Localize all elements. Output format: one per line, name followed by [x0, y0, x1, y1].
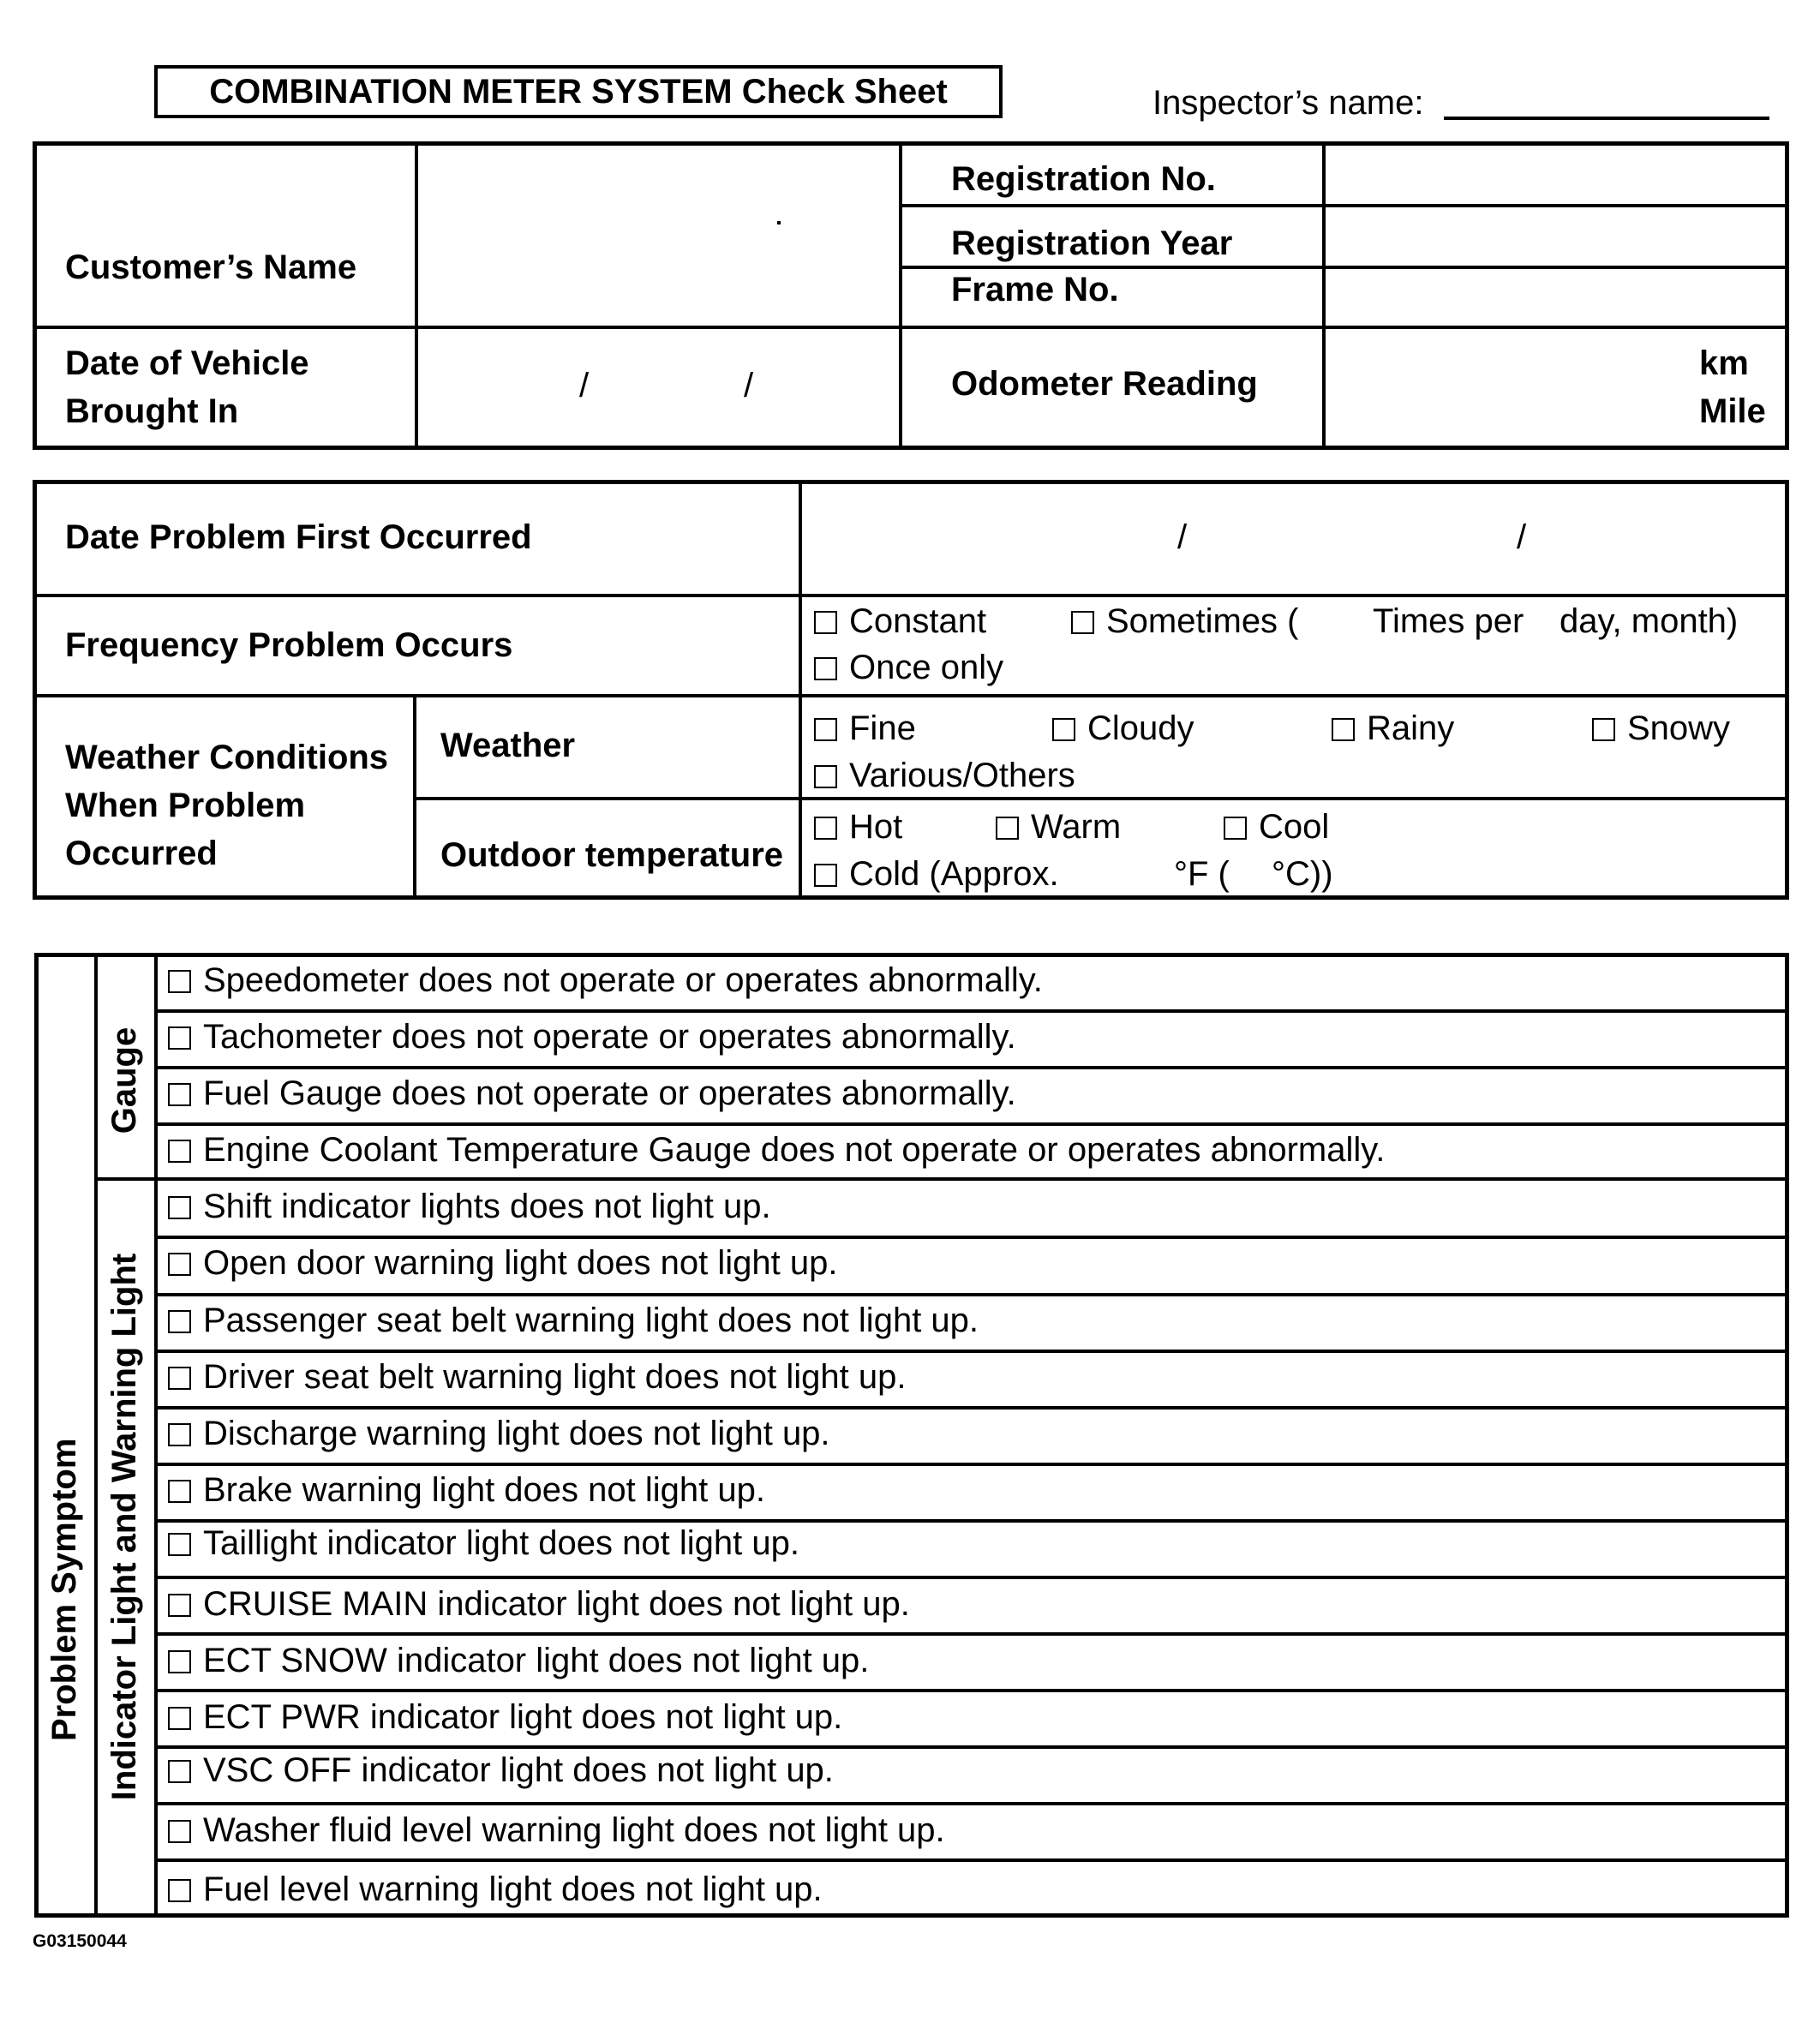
- checkbox[interactable]: [168, 1707, 191, 1730]
- indicator-warning-light-label: Indicator Light and Warning Light: [105, 1253, 143, 1801]
- checkbox[interactable]: [168, 1310, 191, 1333]
- freq-day-month-text: day, month): [1560, 602, 1739, 640]
- checkbox[interactable]: [168, 1140, 191, 1163]
- weather-conditions-label: Weather Conditions: [65, 739, 389, 776]
- date-separator: /: [1517, 518, 1527, 556]
- symptom-cruise-main[interactable]: [168, 1587, 910, 1621]
- temp-cold-text: Cold (Approx.: [849, 855, 1059, 893]
- frame-no-field[interactable]: [1326, 269, 1785, 326]
- symptom-text: ECT SNOW indicator light does not light up.: [203, 1642, 870, 1679]
- checkbox[interactable]: [814, 611, 837, 634]
- symptom-fuel-gauge[interactable]: [168, 1076, 1016, 1110]
- divider: [154, 1236, 1789, 1239]
- weather-conditions-label-line3: Occurred: [65, 835, 218, 872]
- inspector-name-field[interactable]: [1444, 117, 1769, 120]
- symptom-text: Shift indicator lights does not light up.: [203, 1188, 771, 1225]
- symptom-text: Taillight indicator light does not light up.: [203, 1524, 799, 1562]
- date-first-occurred-field[interactable]: [802, 483, 1785, 594]
- freq-once-text: Once only: [849, 649, 1004, 686]
- date-brought-field[interactable]: [418, 329, 899, 446]
- checkbox[interactable]: [814, 864, 837, 887]
- symptom-text: Washer fluid level warning light does not light up.: [203, 1811, 945, 1849]
- checkbox[interactable]: [168, 970, 191, 993]
- checkbox[interactable]: [1332, 718, 1355, 741]
- date-brought-label: Date of Vehicle: [65, 344, 309, 382]
- symptom-washer-fluid[interactable]: [168, 1813, 945, 1847]
- date-separator: /: [1177, 518, 1188, 556]
- frame-no-label: Frame No.: [951, 271, 1119, 308]
- freq-sometimes-option[interactable]: [1071, 604, 1299, 638]
- symptom-ect-pwr[interactable]: [168, 1700, 842, 1734]
- registration-no-field[interactable]: [1326, 145, 1785, 204]
- symptom-text: Brake warning light does not light up.: [203, 1471, 765, 1509]
- checkbox[interactable]: [168, 1760, 191, 1783]
- checkbox[interactable]: [168, 1196, 191, 1219]
- symptom-text: Driver seat belt warning light does not light up.: [203, 1358, 907, 1396]
- symptom-text: Passenger seat belt warning light does not light up.: [203, 1302, 979, 1339]
- temp-hot-option[interactable]: [814, 810, 902, 844]
- symptom-text: Speedometer does not operate or operates abnormally.: [203, 961, 1043, 999]
- temp-cool-text: Cool: [1259, 808, 1330, 846]
- symptom-taillight[interactable]: [168, 1526, 799, 1560]
- checkbox[interactable]: [1071, 611, 1094, 634]
- checkbox[interactable]: [168, 1879, 191, 1902]
- freq-sometimes-text: Sometimes (: [1106, 602, 1299, 640]
- figure-code: G03150044: [33, 1931, 127, 1951]
- symptom-text: VSC OFF indicator light does not light up.: [203, 1751, 834, 1789]
- checkbox[interactable]: [168, 1533, 191, 1556]
- symptom-fuel-level[interactable]: [168, 1872, 823, 1906]
- checkbox[interactable]: [1592, 718, 1615, 741]
- checkbox[interactable]: [814, 718, 837, 741]
- unit-mile: Mile: [1699, 392, 1766, 430]
- divider: [154, 1463, 1789, 1466]
- divider: [154, 1350, 1789, 1353]
- divider: [94, 1177, 1789, 1181]
- inspector-name-label: Inspector’s name:: [1152, 84, 1424, 122]
- weather-conditions-label-line2: When Problem: [65, 787, 306, 824]
- temp-cool-option[interactable]: [1224, 810, 1329, 844]
- checkbox[interactable]: [168, 1820, 191, 1843]
- divider: [899, 141, 902, 450]
- freq-constant-text: Constant: [849, 602, 987, 640]
- weather-cloudy-option[interactable]: [1052, 711, 1194, 745]
- symptom-coolant-gauge[interactable]: [168, 1133, 1385, 1167]
- freq-times-per-text: Times per: [1373, 602, 1524, 640]
- divider: [33, 694, 1789, 697]
- divider: [413, 694, 416, 900]
- registration-no-label: Registration No.: [951, 160, 1216, 198]
- weather-rainy-option[interactable]: [1332, 711, 1454, 745]
- divider: [154, 1858, 1789, 1862]
- checkbox[interactable]: [1224, 817, 1247, 840]
- symptom-text: ECT PWR indicator light does not light up.: [203, 1698, 843, 1736]
- checkbox[interactable]: [1052, 718, 1075, 741]
- divider: [413, 797, 1789, 800]
- customer-name-label: Customer’s Name: [65, 248, 357, 286]
- symptom-shift-indicator[interactable]: [168, 1189, 771, 1224]
- unit-km: km: [1699, 344, 1749, 382]
- weather-label: Weather: [440, 727, 576, 764]
- checkbox[interactable]: [168, 1253, 191, 1276]
- temp-hot-text: Hot: [849, 808, 903, 846]
- checkbox[interactable]: [168, 1367, 191, 1390]
- checkbox[interactable]: [168, 1423, 191, 1446]
- checkbox[interactable]: [168, 1594, 191, 1617]
- checkbox[interactable]: [814, 765, 837, 788]
- sheet-title: COMBINATION METER SYSTEM Check Sheet: [154, 65, 1003, 118]
- divider: [154, 1293, 1789, 1296]
- symptom-speedometer[interactable]: [168, 963, 1043, 997]
- divider: [154, 1576, 1789, 1579]
- checkbox[interactable]: [168, 1083, 191, 1106]
- date-brought-label-line2: Brought In: [65, 392, 239, 430]
- symptom-text: Open door warning light does not light up.: [203, 1244, 838, 1282]
- weather-snowy-text: Snowy: [1627, 709, 1731, 747]
- symptom-text: Fuel Gauge does not operate or operates abnormally.: [203, 1074, 1016, 1112]
- divider: [94, 953, 98, 1918]
- symptom-text: Discharge warning light does not light up.: [203, 1415, 830, 1452]
- weather-various-option[interactable]: [814, 758, 1075, 793]
- symptom-text: Engine Coolant Temperature Gauge does not operate or operates abnormally.: [203, 1131, 1386, 1169]
- weather-fine-option[interactable]: [814, 711, 916, 745]
- weather-cloudy-text: Cloudy: [1087, 709, 1194, 747]
- divider: [154, 1009, 1789, 1013]
- weather-rainy-text: Rainy: [1367, 709, 1455, 747]
- weather-various-text: Various/Others: [849, 757, 1075, 794]
- stray-dot: [777, 221, 781, 224]
- symptom-open-door[interactable]: [168, 1246, 838, 1280]
- checkbox[interactable]: [168, 1650, 191, 1673]
- weather-fine-text: Fine: [849, 709, 916, 747]
- divider: [154, 953, 158, 1918]
- registration-year-field[interactable]: [1326, 207, 1785, 266]
- symptom-passenger-seat-belt[interactable]: [168, 1303, 979, 1338]
- divider: [154, 1802, 1789, 1805]
- checkbox[interactable]: [814, 817, 837, 840]
- divider: [154, 1066, 1789, 1069]
- checkbox[interactable]: [168, 1480, 191, 1503]
- registration-year-label: Registration Year: [951, 224, 1233, 262]
- symptom-text: CRUISE MAIN indicator light does not light up.: [203, 1585, 910, 1623]
- date-first-occurred-label: Date Problem First Occurred: [65, 518, 532, 556]
- symptom-text: Tachometer does not operate or operates abnormally.: [203, 1018, 1016, 1056]
- temp-celsius-text: °C)): [1272, 855, 1333, 893]
- symptom-vsc-off[interactable]: [168, 1753, 834, 1787]
- divider: [154, 1406, 1789, 1410]
- checkbox[interactable]: [996, 817, 1019, 840]
- customer-name-field[interactable]: [418, 145, 899, 326]
- symptom-brake[interactable]: [168, 1473, 765, 1507]
- divider: [154, 1122, 1789, 1126]
- temp-warm-option[interactable]: [996, 810, 1121, 844]
- temp-fahrenheit-text: °F (: [1174, 855, 1230, 893]
- freq-once-option[interactable]: [814, 650, 1003, 685]
- symptom-tachometer[interactable]: [168, 1020, 1016, 1054]
- divider: [154, 1745, 1789, 1749]
- symptom-driver-seat-belt[interactable]: [168, 1360, 906, 1394]
- frequency-label: Frequency Problem Occurs: [65, 626, 513, 664]
- symptom-ect-snow[interactable]: [168, 1643, 869, 1678]
- divider: [154, 1689, 1789, 1692]
- freq-constant-option[interactable]: [814, 604, 986, 638]
- outdoor-temperature-label: Outdoor temperature: [440, 836, 784, 874]
- problem-symptom-label: Problem Symptom: [45, 1438, 83, 1741]
- divider: [154, 1519, 1789, 1523]
- date-separator: /: [579, 367, 590, 404]
- weather-snowy-option[interactable]: [1592, 711, 1730, 745]
- symptom-discharge[interactable]: [168, 1416, 830, 1451]
- date-separator: /: [744, 367, 754, 404]
- checkbox[interactable]: [814, 657, 837, 680]
- divider: [154, 1632, 1789, 1636]
- gauge-label: Gauge: [105, 1026, 143, 1134]
- symptom-text: Fuel level warning light does not light up.: [203, 1870, 823, 1908]
- temp-cold-option[interactable]: [814, 857, 1059, 891]
- checkbox[interactable]: [168, 1026, 191, 1050]
- odometer-label: Odometer Reading: [951, 365, 1258, 403]
- temp-warm-text: Warm: [1031, 808, 1122, 846]
- divider: [33, 594, 1789, 597]
